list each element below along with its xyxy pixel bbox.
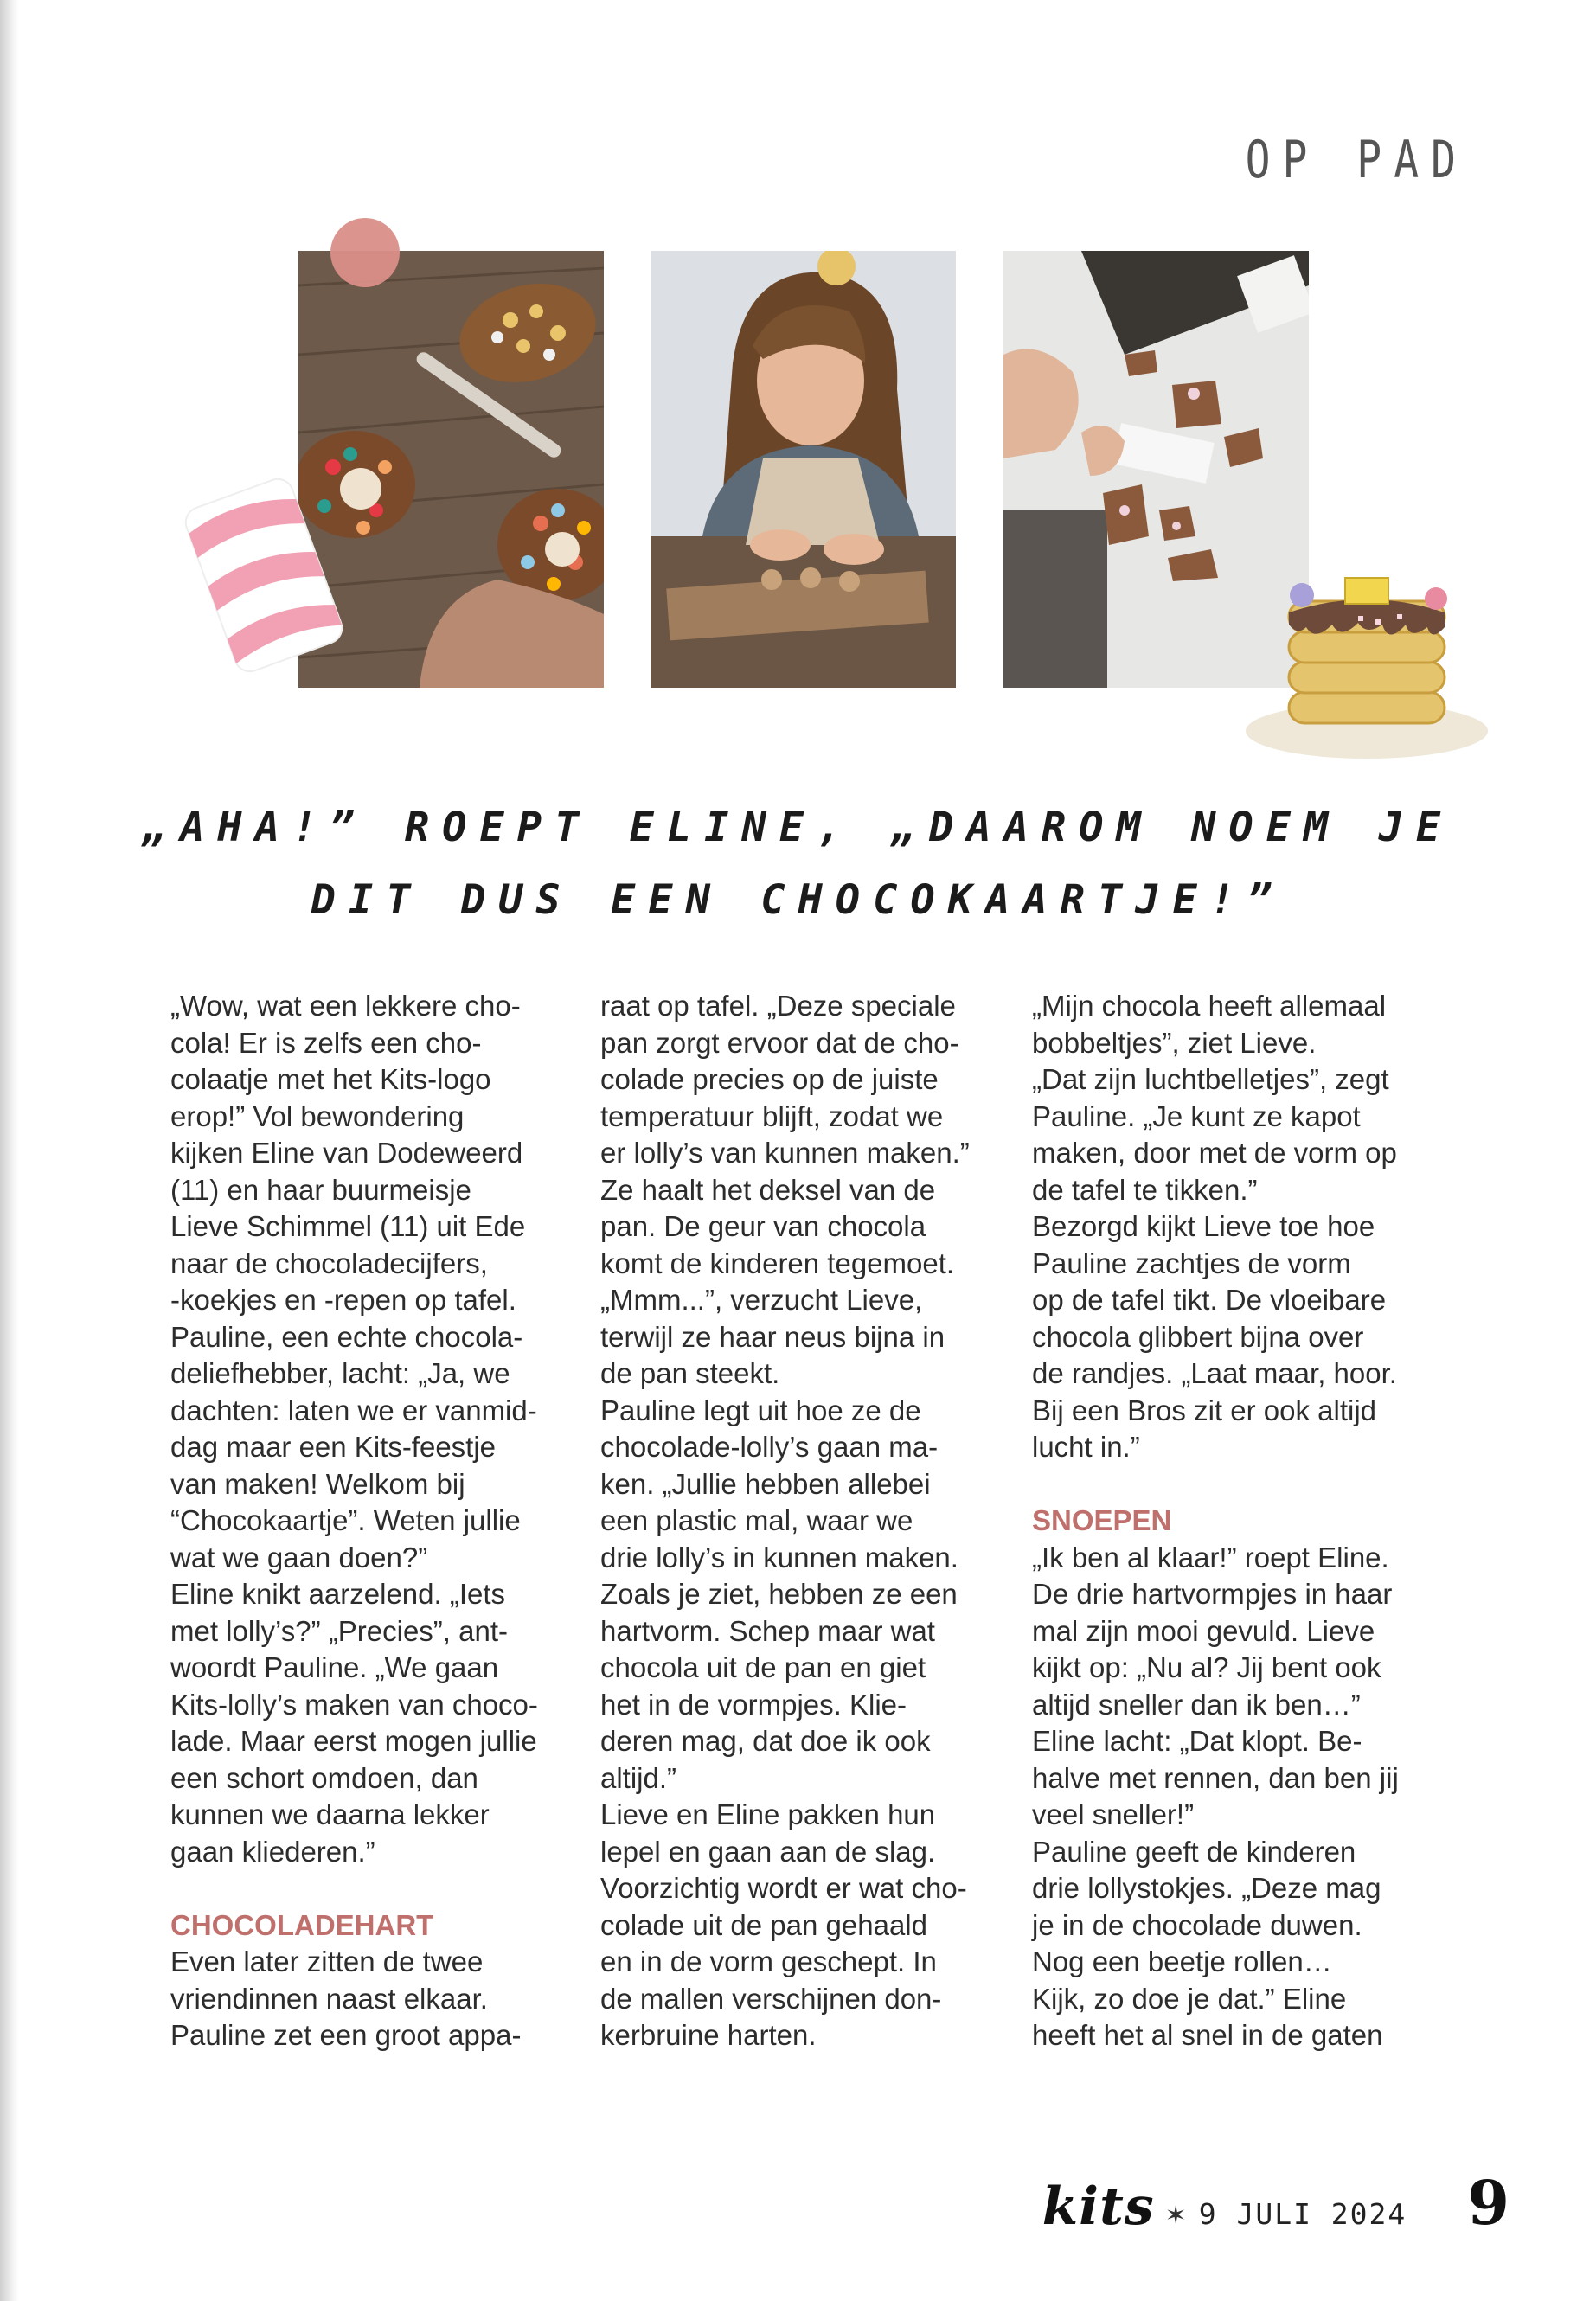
paragraph: „Wow, wat een lekkere cho- cola! Er is zelfs een cho- colaatje met het Kits-logo erop!” Vol bewondering kijken Eline van Dodeweerd (11) en haar buurmeisje Lieve Schimmel (11) uit Ede naar de chocoladecijfers, -koekjes en -repen op tafel. Pauline, een echte chocola- deliefhebber, lacht: „Ja, we dachten: laten we er vanmid- dag maar een Kits-feestje van maken! Welkom bij “Chocokaartje”. Weten jullie wat we gaan doen?” Eline knikt aarzelend. „Iets met lolly’s?” „Precies”, ant- woordt Pauline. „We gaan Kits-lolly’s maken van choco- lade. Maar eerst mogen jullie een schort omdoen, dan kunnen we daarna lekker gaan kliederen.” (170, 990, 538, 1868)
section-label: OP PAD (1245, 130, 1468, 190)
paragraph-gap (170, 1870, 586, 1907)
page-number: 9 (1467, 2167, 1509, 2239)
pull-quote-line-1: „AHA!” ROEPT ELINE, „DAAROM NOEM JE (142, 804, 1454, 851)
page-footer (1042, 2167, 1509, 2239)
article-column-3 (1032, 988, 1447, 2054)
pancakes-icon (1237, 545, 1497, 779)
paragraph: Even later zitten de twee vriendinnen naast elkaar. Pauline zet een groot appa- (170, 1945, 522, 2051)
marshmallow-icon (177, 471, 359, 688)
article-column-1 (170, 988, 586, 2054)
brand-logo: kits (1042, 2176, 1155, 2237)
pull-quote-line-2: DIT DUS EEN CHOCOKAARTJE!” (311, 876, 1285, 924)
subheading-chocoladehart: CHOCOLADEHART (170, 1908, 434, 1941)
paragraph-gap (1032, 1466, 1447, 1503)
article-column-2 (600, 988, 1016, 2054)
decorative-circle (330, 218, 400, 287)
paragraph: „Mijn chocola heeft allemaal bobbeltjes”, ziet Lieve. „Dat zijn luchtbelletjes”, zegt Pauline. „Je kunt ze kapot maken, door met de vorm op de tafel te tikken.” Bezorgd kijkt Lieve toe hoe Pauline zachtjes de vorm op de tafel tikt. De vloeibare chocola glibbert bijna over de randjes. „Laat maar, hoor. Bij een Bros zit er ook altijd lucht in.” (1032, 990, 1397, 1463)
pull-quote (130, 792, 1466, 937)
paragraph: „Ik ben al klaar!” roept Eline. De drie hartvormpjes in haar mal zijn mooi gevuld. Lieve kijkt op: „Nu al? Jij bent ook altijd sneller dan ik ben…” Eline lacht: „Dat klopt. Be- halve met rennen, dan ben jij veel sneller!” Pauline geeft de kinderen drie lollystokjes. „Deze mag je in de chocolade duwen. Nog een beetje rollen… Kijk, zo doe je dat.” Eline heeft het al snel in de gaten (1032, 1541, 1399, 2051)
issue-date: 9 JULI 2024 (1198, 2197, 1407, 2231)
page-spine-shadow (0, 0, 19, 2301)
girl-making-chocolate-photo (651, 251, 956, 688)
paragraph: raat op tafel. „Deze speciale pan zorgt ervoor dat de cho- colade precies op de juiste temperatuur blijft, zodat we er lolly’s van kunnen maken.” Ze haalt het deksel van de pan. De geur van chocola komt de kinderen tegemoet. „Mmm...”, verzucht Lieve, terwijl ze haar neus bijna in de pan steekt. Pauline legt uit hoe ze de chocolade-lolly’s gaan ma- ken. „Jullie hebben allebei een plastic mal, waar we drie lolly’s in kunnen maken. Zoals je ziet, hebben ze een hartvorm. Schep maar wat chocola uit de pan en giet het in de vormpjes. Klie- deren mag, dat doe ik ook altijd.” Lieve en Eline pakken hun lepel en gaan aan de slag. Voorzichtig wordt er wat cho- colade uit de pan gehaald en in de vorm geschept. In de mallen verschijnen don- kerbruine harten. (600, 990, 970, 2051)
subheading-snoepen: SNOEPEN (1032, 1504, 1172, 1536)
star-icon: ✶ (1164, 2202, 1187, 2230)
